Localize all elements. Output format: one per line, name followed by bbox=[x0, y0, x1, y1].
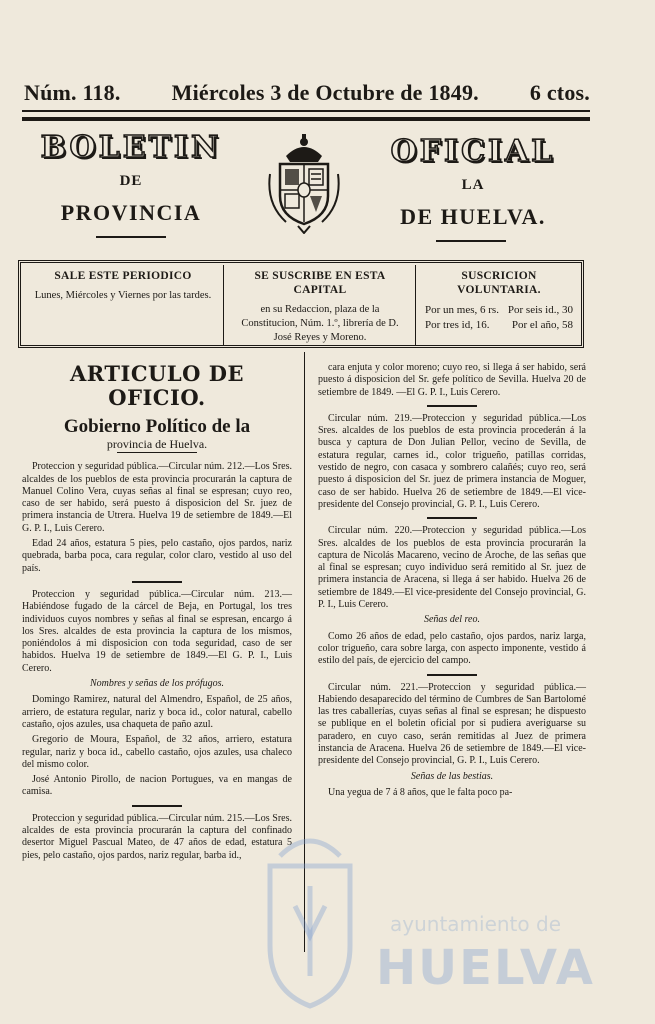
section-heading: ARTICULO DE OFICIO. bbox=[70, 361, 244, 410]
masthead-la: LA bbox=[461, 177, 485, 193]
bestias-heading: Señas de las bestias. bbox=[410, 770, 494, 782]
separator bbox=[427, 517, 477, 519]
subscription-location bbox=[227, 263, 413, 345]
fugitive-2: Gregorio de Moura, Español, de 32 años, arriero, estatura regular, nariz y boca id., cabello castaño, ojos azules, usa chaleco del mismo color. bbox=[22, 734, 292, 770]
title-rule bbox=[117, 452, 197, 453]
issue-price: 6 ctos. bbox=[529, 80, 590, 105]
top-rule bbox=[22, 110, 590, 112]
separator bbox=[132, 805, 182, 807]
masthead-underline-left bbox=[96, 236, 166, 238]
subscription-location-text: en su Redaccion, plaza de la Constitucion, Núm. 1.º, librería de D. José Reyes y Moreno. bbox=[241, 304, 399, 343]
article-title: Gobierno Político de la bbox=[63, 416, 251, 437]
publication-days-text: Lunes, Miércoles y Viernes por las tardes. bbox=[34, 290, 212, 301]
separator bbox=[427, 405, 477, 407]
circular-215: Proteccion y seguridad pública.—Circular núm. 215.—Los Sres. alcaldes de esta provincia procurarán la captura del confinado desertor Miguel Pascual Mateo, de 47 años de edad, estatura 5 pies, pelo castaño, ojos pardos, nariz regular, barba id., bbox=[22, 812, 292, 861]
bestias-description: Una yegua de 7 á 8 años, que le falta poco pa- bbox=[328, 786, 513, 798]
circular-219: Circular núm. 219.—Proteccion y seguridad pública.—Los Sres. alcaldes de los pueblos de esta provincia procederán á la busca y captura de Don Julian Pellor, vecino de Sevilla, de estatura regular, carnes id., color trigueño, patillas corridas, vestido de negro, con casaca y sombrero calañés; cuyo reo, será puesto á disposicion del Sr. juez de primera instancia de Moguer, caso de ser habido. Huelva 26 de setiembre de 1849.—El vice-presidente del Consejo provincial, G. P. I., Luis Cerero. bbox=[318, 412, 586, 510]
rate-one-year: Por el año, 58 bbox=[511, 319, 573, 331]
right-column bbox=[318, 362, 586, 802]
masthead-de-huelva: DE HUELVA. bbox=[400, 204, 546, 229]
top-rule-thick bbox=[22, 117, 590, 121]
circular-221: Circular núm. 221.—Proteccion y seguridad pública.—Habiendo desaparecido del término de Cumbres de San Bartolomé las tres caballerías, cuyas señas al final se espresan; he dispuesto se publique en el boletin oficial por si pudiera averiguarse su paradero, en cuyo caso, serán remitidas al Juez de primera instancia de Aracena. Huelva 26 de setiembre de 1849.—El vice-presidente del Consejo provincial, G. P. I., Luis Cerero. bbox=[318, 681, 586, 767]
watermark-subtitle: ayuntamiento de bbox=[390, 912, 561, 936]
masthead-provincia: PROVINCIA bbox=[60, 200, 202, 225]
reo-heading: Señas del reo. bbox=[423, 614, 480, 626]
circular-212: Proteccion y seguridad pública.—Circular núm. 212.—Los Sres. alcaldes de los pueblos de esta provincia procurarán la captura de Manuel Colino Vera, cuyas señas al final se espresan; cuyo reo, caso de ser habido, será puesto á disposicion del Sr. juez de primera instancia de Utrera. Huelva 19 de setiembre de 1849.—El G. P. I., Luis Cerero. bbox=[22, 461, 292, 534]
subscription-box bbox=[18, 260, 584, 348]
article-subtitle: provincia de Huelva. bbox=[106, 437, 208, 451]
issue-number: Núm. 118. bbox=[24, 80, 121, 105]
masthead-underline-right bbox=[436, 240, 506, 242]
dateline bbox=[24, 80, 590, 106]
info-divider-2 bbox=[415, 265, 416, 345]
masthead-oficial: OFICIAL bbox=[390, 134, 556, 169]
publication-days-heading: SALE ESTE PERIODICO bbox=[54, 270, 192, 282]
subscription-location-heading: SE SUSCRIBE EN ESTA CAPITAL bbox=[254, 270, 386, 296]
subscription-rates bbox=[419, 263, 579, 345]
rate-one-month: Por un mes, 6 rs. bbox=[425, 304, 499, 316]
circular-220: Circular núm. 220.—Proteccion y seguridad pública.—Los Sres. alcaldes de los pueblos de esta provincia procurarán la captura de Nicolás Macareno, vecino de Aroche, de las señas que al final se espresan; cuyo individuo será remitido al Sr. juez de primera instancia de Aracena, si llega á ser habido. Huelva 26 de setiembre de 1849.—El vice-presidente del Consejo provincial, G. P. I., Luis Cerero. bbox=[318, 525, 586, 611]
circular-215-continued: cara enjuta y color moreno; cuyo reo, si llega á ser habido, será puesto á disposicion del Sr. gefe político de Sevilla. Huelva 20 de setiembre de 1849. —El G. P. I., Luis Cerero. bbox=[318, 362, 586, 398]
column-divider bbox=[304, 352, 305, 952]
subscription-rates-heading: SUSCRICION VOLUNTARIA. bbox=[457, 270, 541, 296]
watermark-brand: HUELVA bbox=[376, 940, 595, 996]
left-column bbox=[22, 360, 292, 865]
rate-six-months: Por seis id., 30 bbox=[507, 304, 573, 316]
rate-three-months: Por tres id, 16. bbox=[425, 319, 490, 331]
circular-212-description: Edad 24 años, estatura 5 pies, pelo castaño, ojos pardos, nariz quebrada, barba poca, cara regular, color claro, vestido al uso del país. bbox=[22, 538, 292, 574]
separator bbox=[132, 581, 182, 583]
fugitive-3: José Antonio Pirollo, de nacion Portugues, va en mangas de camisa. bbox=[22, 774, 292, 798]
fugitive-1: Domingo Ramirez, natural del Almendro, Español, de 25 años, arriero, de estatura regular, nariz y boca id., color natural, cabello castaño, ojos azules, usa chaqueta de paño azul. bbox=[22, 694, 292, 730]
fugitives-heading: Nombres y señas de los prófugos. bbox=[89, 678, 225, 690]
issue-date: Miércoles 3 de Octubre de 1849. bbox=[171, 80, 479, 105]
royal-crest-icon bbox=[266, 134, 342, 234]
publication-days bbox=[25, 263, 221, 345]
masthead-de: DE bbox=[119, 173, 143, 189]
circular-213: Proteccion y seguridad pública.—Circular núm. 213.—Habiéndose fugado de la cárcel de Beja, en Portugal, los tres individuos cuyos nombres y señas al final se espresan, encargo á los Sres. alcaldes de esta provincia la captura de los mismos, poniéndolos á mi disposicion con toda seguridad, caso de ser habidos. Huelva 19 de setiembre de 1849.—El G. P. I., Luis Cerero. bbox=[22, 588, 292, 674]
reo-description: Como 26 años de edad, pelo castaño, ojos pardos, nariz larga, color trigueño, cara sobre larga, con aspecto imponente, vestido á estilo del país, de ejercicio del campo. bbox=[318, 630, 586, 667]
info-divider-1 bbox=[223, 265, 224, 345]
masthead-boletin: BOLETIN bbox=[40, 130, 222, 165]
separator bbox=[427, 674, 477, 676]
